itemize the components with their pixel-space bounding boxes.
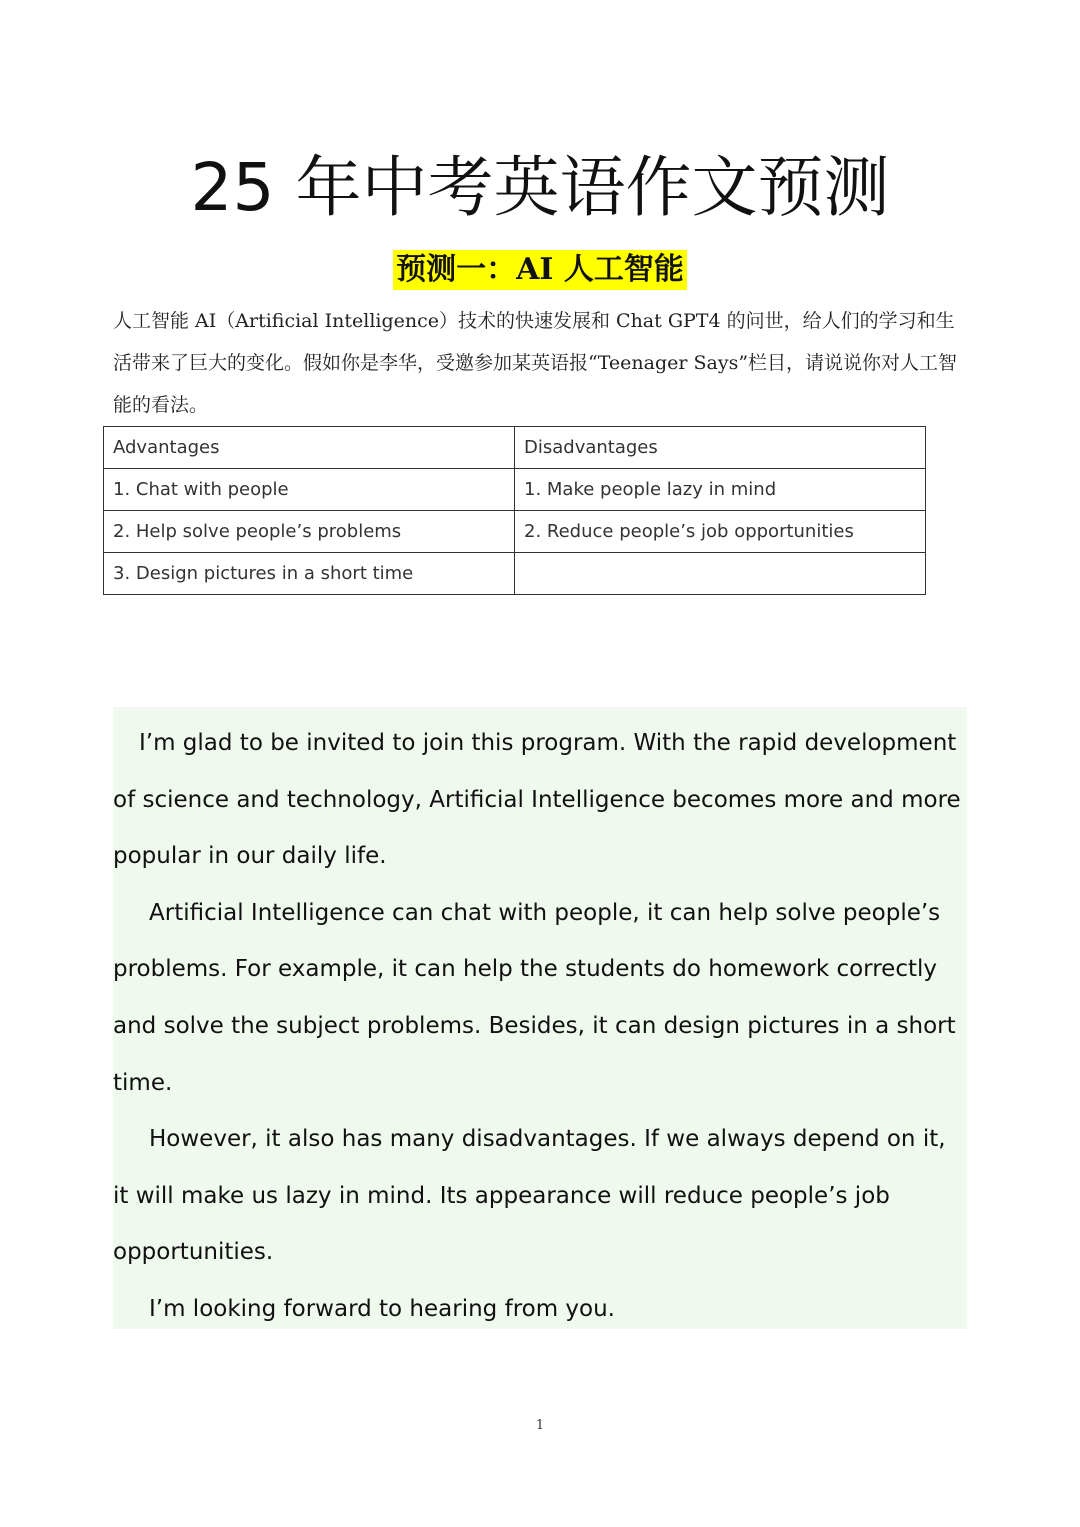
table-header-row [104, 427, 926, 469]
essay-paragraph: However, it also has many disadvantages. If we always depend on it, it will make us lazy in mind. Its appearance will reduce people’s job opportunities. [113, 1126, 946, 1266]
page-number: 1 [535, 1418, 545, 1433]
table-cell [515, 553, 926, 595]
table-row [104, 469, 926, 511]
table-cell: 3. Design pictures in a short time [104, 553, 515, 595]
table-header-cell: Disadvantages [515, 427, 926, 469]
subtitle-highlighted: 预测一：AI 人工智能 [393, 250, 687, 290]
advantages-table [103, 426, 926, 595]
essay-paragraph: I’m glad to be invited to join this program. With the rapid development of science and technology, Artificial Intelligence becomes more and more popular in our daily life. [113, 730, 961, 870]
intro-paragraph: 人工智能 AI（Artificial Intelligence）技术的快速发展和 Chat GPT4 的问世，给人们的学习和生活带来了巨大的变化。假如你是李华，受邀参加某英语报“Teenager Says”栏目，请说说你对人工智能的看法。 [113, 310, 958, 416]
table-header-cell: Advantages [104, 427, 515, 469]
subtitle-container [0, 250, 1080, 290]
table-cell: 1. Make people lazy in mind [515, 469, 926, 511]
essay-paragraph: Artificial Intelligence can chat with people, it can help solve people’s problems. For example, it can help the students do homework correctly and solve the subject problems. Besides, it can design pictures in a short time. [113, 899, 956, 1096]
table-row [104, 553, 926, 595]
table-cell: 2. Help solve people’s problems [104, 511, 515, 553]
essay-box [113, 707, 967, 1329]
table-cell: 1. Chat with people [104, 469, 515, 511]
table-row [104, 511, 926, 553]
table-cell: 2. Reduce people’s job opportunities [515, 511, 926, 553]
page-title: 25 年中考英语作文预测 [190, 149, 890, 226]
essay-paragraph: I’m looking forward to hearing from you. [149, 1295, 615, 1322]
